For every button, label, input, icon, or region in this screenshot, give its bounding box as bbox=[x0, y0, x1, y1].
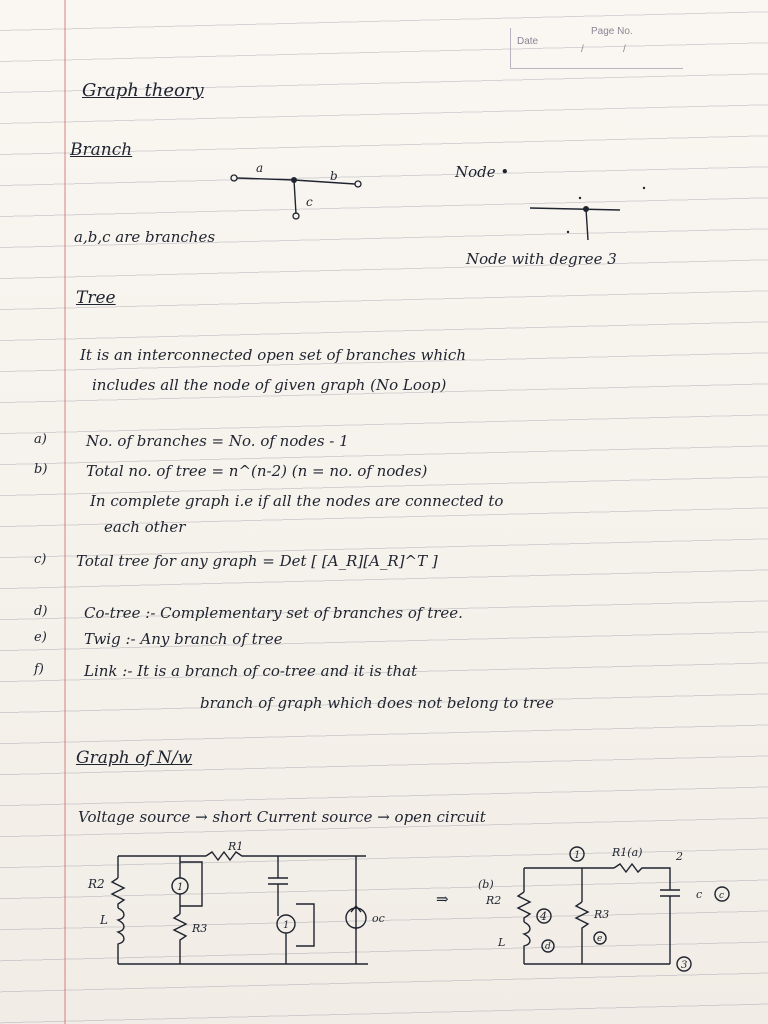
page-title: Graph theory bbox=[82, 80, 204, 101]
item-marker-a: a) bbox=[34, 432, 47, 447]
item-marker-f: f) bbox=[34, 662, 44, 677]
item-text-d: Co-tree :- Complementary set of branches of tree. bbox=[84, 604, 463, 622]
node-diagram bbox=[528, 180, 648, 250]
r1-resistor bbox=[206, 852, 366, 860]
branch-label-c: c bbox=[306, 195, 313, 209]
branch-label-a: a bbox=[256, 161, 264, 175]
label-source2: 1 bbox=[283, 920, 290, 931]
label-r3: R3 bbox=[192, 922, 208, 935]
item-text-b: Total no. of tree = n^(n-2) (n = no. of nodes) bbox=[86, 462, 428, 480]
branch-heading: Branch bbox=[70, 140, 133, 160]
item-text-f: Link :- It is a branch of co-tree and it is that bbox=[84, 662, 418, 680]
label-r2b: R2 bbox=[486, 894, 502, 907]
date-label: Date bbox=[517, 36, 539, 47]
label-l: L bbox=[100, 913, 108, 927]
node-2: 2 bbox=[676, 850, 683, 863]
branch-label-b: b bbox=[330, 169, 338, 183]
branch-diagram bbox=[220, 150, 380, 230]
page-number-label: Page No. bbox=[591, 26, 633, 37]
date-page-box bbox=[510, 28, 683, 69]
item-text-e: Twig :- Any branch of tree bbox=[84, 630, 283, 648]
label-c: c bbox=[696, 888, 703, 901]
item-marker-b: b) bbox=[34, 462, 48, 477]
node-3: 3 bbox=[681, 960, 688, 971]
label-l2: L bbox=[498, 936, 506, 949]
item-marker-e: e) bbox=[34, 630, 47, 645]
tree-heading: Tree bbox=[76, 288, 116, 308]
label-r2: R2 bbox=[88, 877, 105, 891]
item-text-a: No. of branches = No. of nodes - 1 bbox=[86, 432, 349, 450]
label-4: 4 bbox=[540, 910, 547, 923]
tree-definition-line2: includes all the node of given graph (No Loop) bbox=[92, 376, 447, 394]
date-slash: / bbox=[581, 44, 584, 55]
label-r1: R1 bbox=[228, 840, 244, 853]
label-r3b: R3 bbox=[594, 908, 610, 921]
node-caption: Node with degree 3 bbox=[466, 250, 617, 268]
item-text-b-note1: In complete graph i.e if all the nodes are connected to bbox=[90, 492, 504, 510]
tree-definition-line1: It is an interconnected open set of branches which bbox=[80, 346, 466, 364]
label-source1: 1 bbox=[177, 882, 184, 893]
network-heading: Graph of N/w bbox=[76, 748, 193, 768]
label-b: (b) bbox=[478, 878, 494, 891]
label-c-circled: c bbox=[719, 891, 725, 901]
label-d: d bbox=[545, 942, 551, 952]
label-r1a: R1(a) bbox=[612, 846, 643, 859]
item-text-f-cont: branch of graph which does not belong to tree bbox=[200, 694, 555, 712]
item-marker-d: d) bbox=[34, 604, 48, 619]
label-oc: oc bbox=[372, 912, 385, 925]
network-graph bbox=[474, 838, 744, 978]
page-slash: / bbox=[623, 44, 626, 55]
node-1: 1 bbox=[574, 850, 581, 861]
original-circuit bbox=[86, 838, 416, 978]
branch-caption: a,b,c are branches bbox=[74, 228, 216, 246]
item-text-b-note2: each other bbox=[104, 518, 186, 536]
margin-line bbox=[64, 0, 66, 1024]
arrow-implies: ⇒ bbox=[436, 890, 449, 908]
item-text-c: Total tree for any graph = Det [ [A_R][A_R]^T ] bbox=[76, 552, 438, 570]
node-label: Node • bbox=[455, 163, 510, 181]
item-marker-c: c) bbox=[34, 552, 47, 567]
label-e: e bbox=[597, 934, 603, 944]
network-note: Voltage source → short Current source → open circuit bbox=[78, 808, 486, 826]
